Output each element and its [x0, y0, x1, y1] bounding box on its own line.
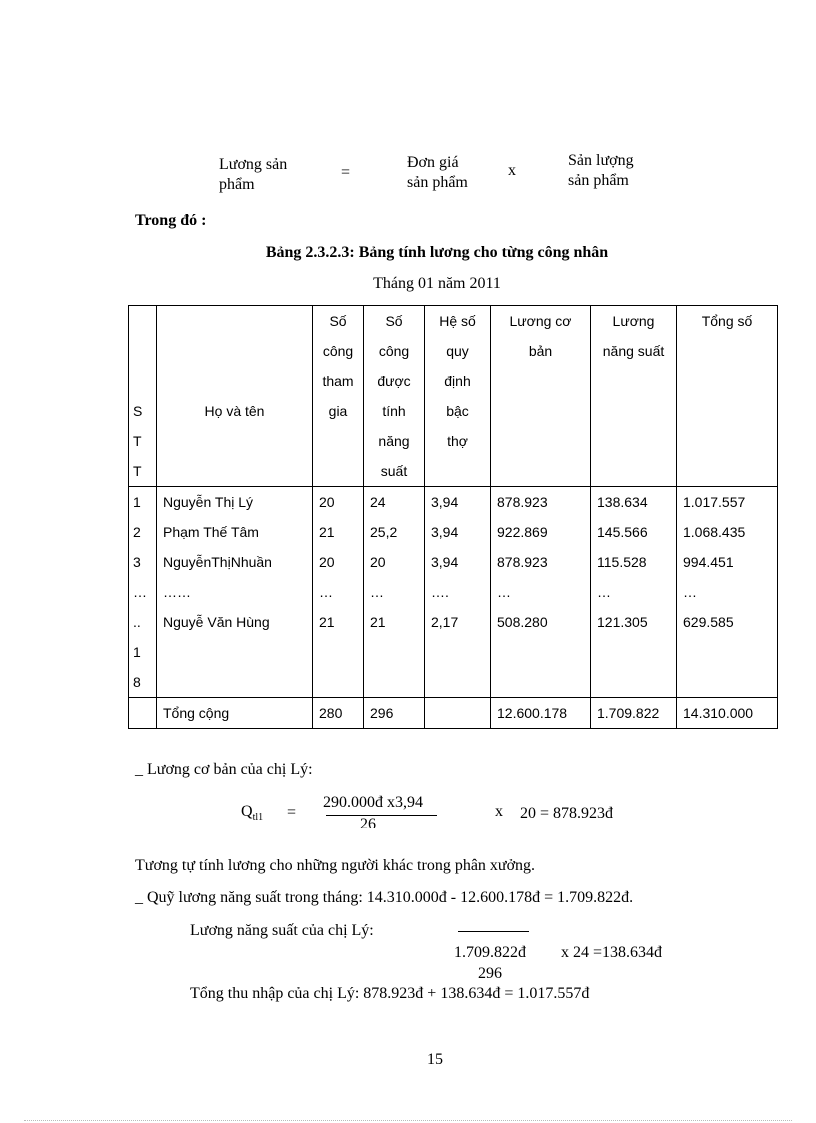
- value-cell: 24: [370, 494, 386, 510]
- header-luong-co-ban: [491, 306, 591, 487]
- value-cell: 21: [319, 614, 335, 630]
- header-luong-nang-suat: [591, 306, 677, 487]
- header-line: Lương: [612, 313, 655, 329]
- header-line: bản: [528, 343, 553, 359]
- formula-term2-line2: sản phẩm: [568, 172, 629, 189]
- header-stt-line: T: [133, 463, 142, 479]
- q-numerator: 290.000đ x3,94: [323, 794, 423, 811]
- salary-table: [128, 305, 778, 729]
- total-he-so: [425, 698, 491, 729]
- formula-term2-line1: Sản lượng: [568, 152, 634, 169]
- header-stt-line: T: [133, 433, 142, 449]
- header-line: thợ: [447, 433, 468, 449]
- table-header-row: [129, 306, 778, 487]
- value-cell: 1.068.435: [683, 524, 746, 540]
- header-line: tham: [322, 373, 354, 389]
- value-cell: …: [683, 584, 697, 600]
- header-line: bậc: [446, 403, 469, 419]
- formula-term2: [568, 151, 634, 191]
- header-line: Hệ số: [439, 313, 476, 329]
- value-cell: 20: [319, 494, 335, 510]
- value-cell: 21: [319, 524, 335, 540]
- value-cell: 20: [319, 554, 335, 570]
- value-cell: 878.923: [497, 494, 548, 510]
- q-result: 20 = 878.923đ: [520, 805, 614, 822]
- header-stt-line: S: [133, 403, 143, 419]
- value-cell: …: [597, 584, 611, 600]
- value-cell: 20: [370, 554, 386, 570]
- header-he-so: [425, 306, 491, 487]
- tuong-tu-text: Tương tự tính lương cho những người khác trong phân xưởng.: [135, 857, 536, 874]
- total-luong-co-ban: 12.600.178: [491, 698, 591, 729]
- stt-cell: ..: [133, 614, 141, 630]
- q-subscript: tl1: [252, 812, 264, 824]
- value-cell: 1.017.557: [683, 494, 746, 510]
- luong-ns-numerator: 1.709.822đ: [454, 944, 526, 961]
- cong-nang-suat-column: [364, 487, 425, 698]
- formula-lhs: [219, 155, 287, 195]
- header-line: tính: [382, 403, 406, 419]
- q-symbol: [241, 803, 263, 823]
- stt-cell: 3: [133, 554, 141, 570]
- header-line: suất: [380, 463, 408, 479]
- luong-ns-denominator: 296: [478, 965, 502, 982]
- table-body-row: [129, 487, 778, 698]
- value-cell: 115.528: [597, 554, 647, 570]
- luong-nang-suat-column: [591, 487, 677, 698]
- luong-ns-fraction-line: [458, 931, 529, 932]
- luong-ns-label: Lương năng suất của chị Lý:: [190, 922, 374, 939]
- name-cell: Phạm Thế Tâm: [163, 524, 259, 540]
- header-line: gia: [328, 403, 348, 419]
- stt-cell: 8: [133, 674, 141, 690]
- formula-term1-line2: sản phẩm: [407, 174, 468, 191]
- table-title: Bảng 2.3.2.3: Bảng tính lương cho từng công nhân: [265, 244, 609, 261]
- total-tong-so: 14.310.000: [677, 698, 778, 729]
- header-cong-nang-suat: [364, 306, 425, 487]
- value-cell: 3,94: [431, 524, 459, 540]
- formula-equals: =: [341, 164, 351, 181]
- value-cell: 121.305: [597, 614, 648, 630]
- luong-co-ban-column: [491, 487, 591, 698]
- he-so-column: [425, 487, 491, 698]
- value-cell: ….: [431, 584, 449, 600]
- value-cell: 629.585: [683, 614, 734, 630]
- stt-cell: …: [133, 584, 147, 600]
- q-letter: Q: [241, 803, 253, 820]
- formula-times: x: [508, 162, 516, 179]
- value-cell: 145.566: [597, 524, 648, 540]
- header-cong-tham-gia: [313, 306, 364, 487]
- name-column: [157, 487, 313, 698]
- value-cell: …: [497, 584, 511, 600]
- value-cell: 922.869: [497, 524, 548, 540]
- name-cell: Nguyễ Văn Hùng: [163, 614, 270, 630]
- value-cell: 25,2: [370, 524, 398, 540]
- value-cell: 138.634: [597, 494, 648, 510]
- tong-thu-nhap-text: Tổng thu nhập của chị Lý: 878.923đ + 138.634đ = 1.017.557đ: [190, 985, 590, 1002]
- stt-cell: 2: [133, 524, 141, 540]
- header-line: Lương cơ: [509, 313, 572, 329]
- name-cell: NguyễnThịNhuần: [163, 554, 272, 570]
- value-cell: 21: [370, 614, 386, 630]
- header-line: Số: [385, 313, 403, 329]
- header-line: công: [322, 343, 354, 359]
- value-cell: 878.923: [497, 554, 548, 570]
- formula-term1: [407, 153, 468, 193]
- table-total-row: [129, 698, 778, 729]
- stt-cell: 1: [133, 494, 141, 510]
- name-cell: Nguyễn Thị Lý: [163, 494, 254, 510]
- total-label: Tổng cộng: [157, 698, 313, 729]
- page-number: 15: [427, 1051, 443, 1068]
- q-fraction-line: [326, 815, 437, 816]
- formula-lhs-line2: phẩm: [219, 176, 255, 193]
- total-cong-nang-suat: 296: [364, 698, 425, 729]
- header-stt: [129, 306, 157, 487]
- header-tong-so: Tổng số: [677, 306, 778, 487]
- value-cell: …: [319, 584, 333, 600]
- formula-lhs-line1: Lương sản: [219, 156, 288, 173]
- value-cell: 3,94: [431, 494, 459, 510]
- header-line: Số: [329, 313, 347, 329]
- q-denominator-clip: [360, 816, 376, 828]
- value-cell: 2,17: [431, 614, 459, 630]
- header-name: Họ và tên: [157, 306, 313, 487]
- trong-do-heading: Trong đó :: [135, 212, 207, 229]
- total-stt-cell: [129, 698, 157, 729]
- luong-ns-times: x 24 =138.634đ: [561, 944, 663, 961]
- cong-tham-gia-column: [313, 487, 364, 698]
- page-bottom-divider: [24, 1120, 792, 1121]
- header-line: năng: [378, 433, 410, 449]
- header-line: định: [444, 373, 471, 389]
- stt-cell: 1: [133, 644, 141, 660]
- q-equals: =: [287, 804, 297, 821]
- total-cong-tham-gia: 280: [313, 698, 364, 729]
- value-cell: 508.280: [497, 614, 548, 630]
- q-times: x: [495, 803, 503, 820]
- q-denominator: 26: [360, 816, 376, 828]
- value-cell: 994.451: [683, 554, 734, 570]
- total-luong-nang-suat: 1.709.822: [591, 698, 677, 729]
- name-cell: ……: [163, 584, 191, 600]
- quy-luong-text: _ Quỹ lương năng suất trong tháng: 14.310.000đ - 12.600.178đ = 1.709.822đ.: [135, 889, 634, 906]
- tong-so-column: [677, 487, 778, 698]
- table-subtitle: Tháng 01 năm 2011: [373, 275, 501, 292]
- header-line: quy: [446, 343, 469, 359]
- luong-co-ban-heading: _ Lương cơ bản của chị Lý:: [135, 761, 313, 778]
- header-line: năng suất: [602, 343, 665, 359]
- header-line: được: [377, 373, 411, 389]
- stt-column: [129, 487, 157, 698]
- value-cell: …: [370, 584, 384, 600]
- header-line: công: [378, 343, 410, 359]
- formula-term1-line1: Đơn giá: [407, 154, 459, 171]
- value-cell: 3,94: [431, 554, 459, 570]
